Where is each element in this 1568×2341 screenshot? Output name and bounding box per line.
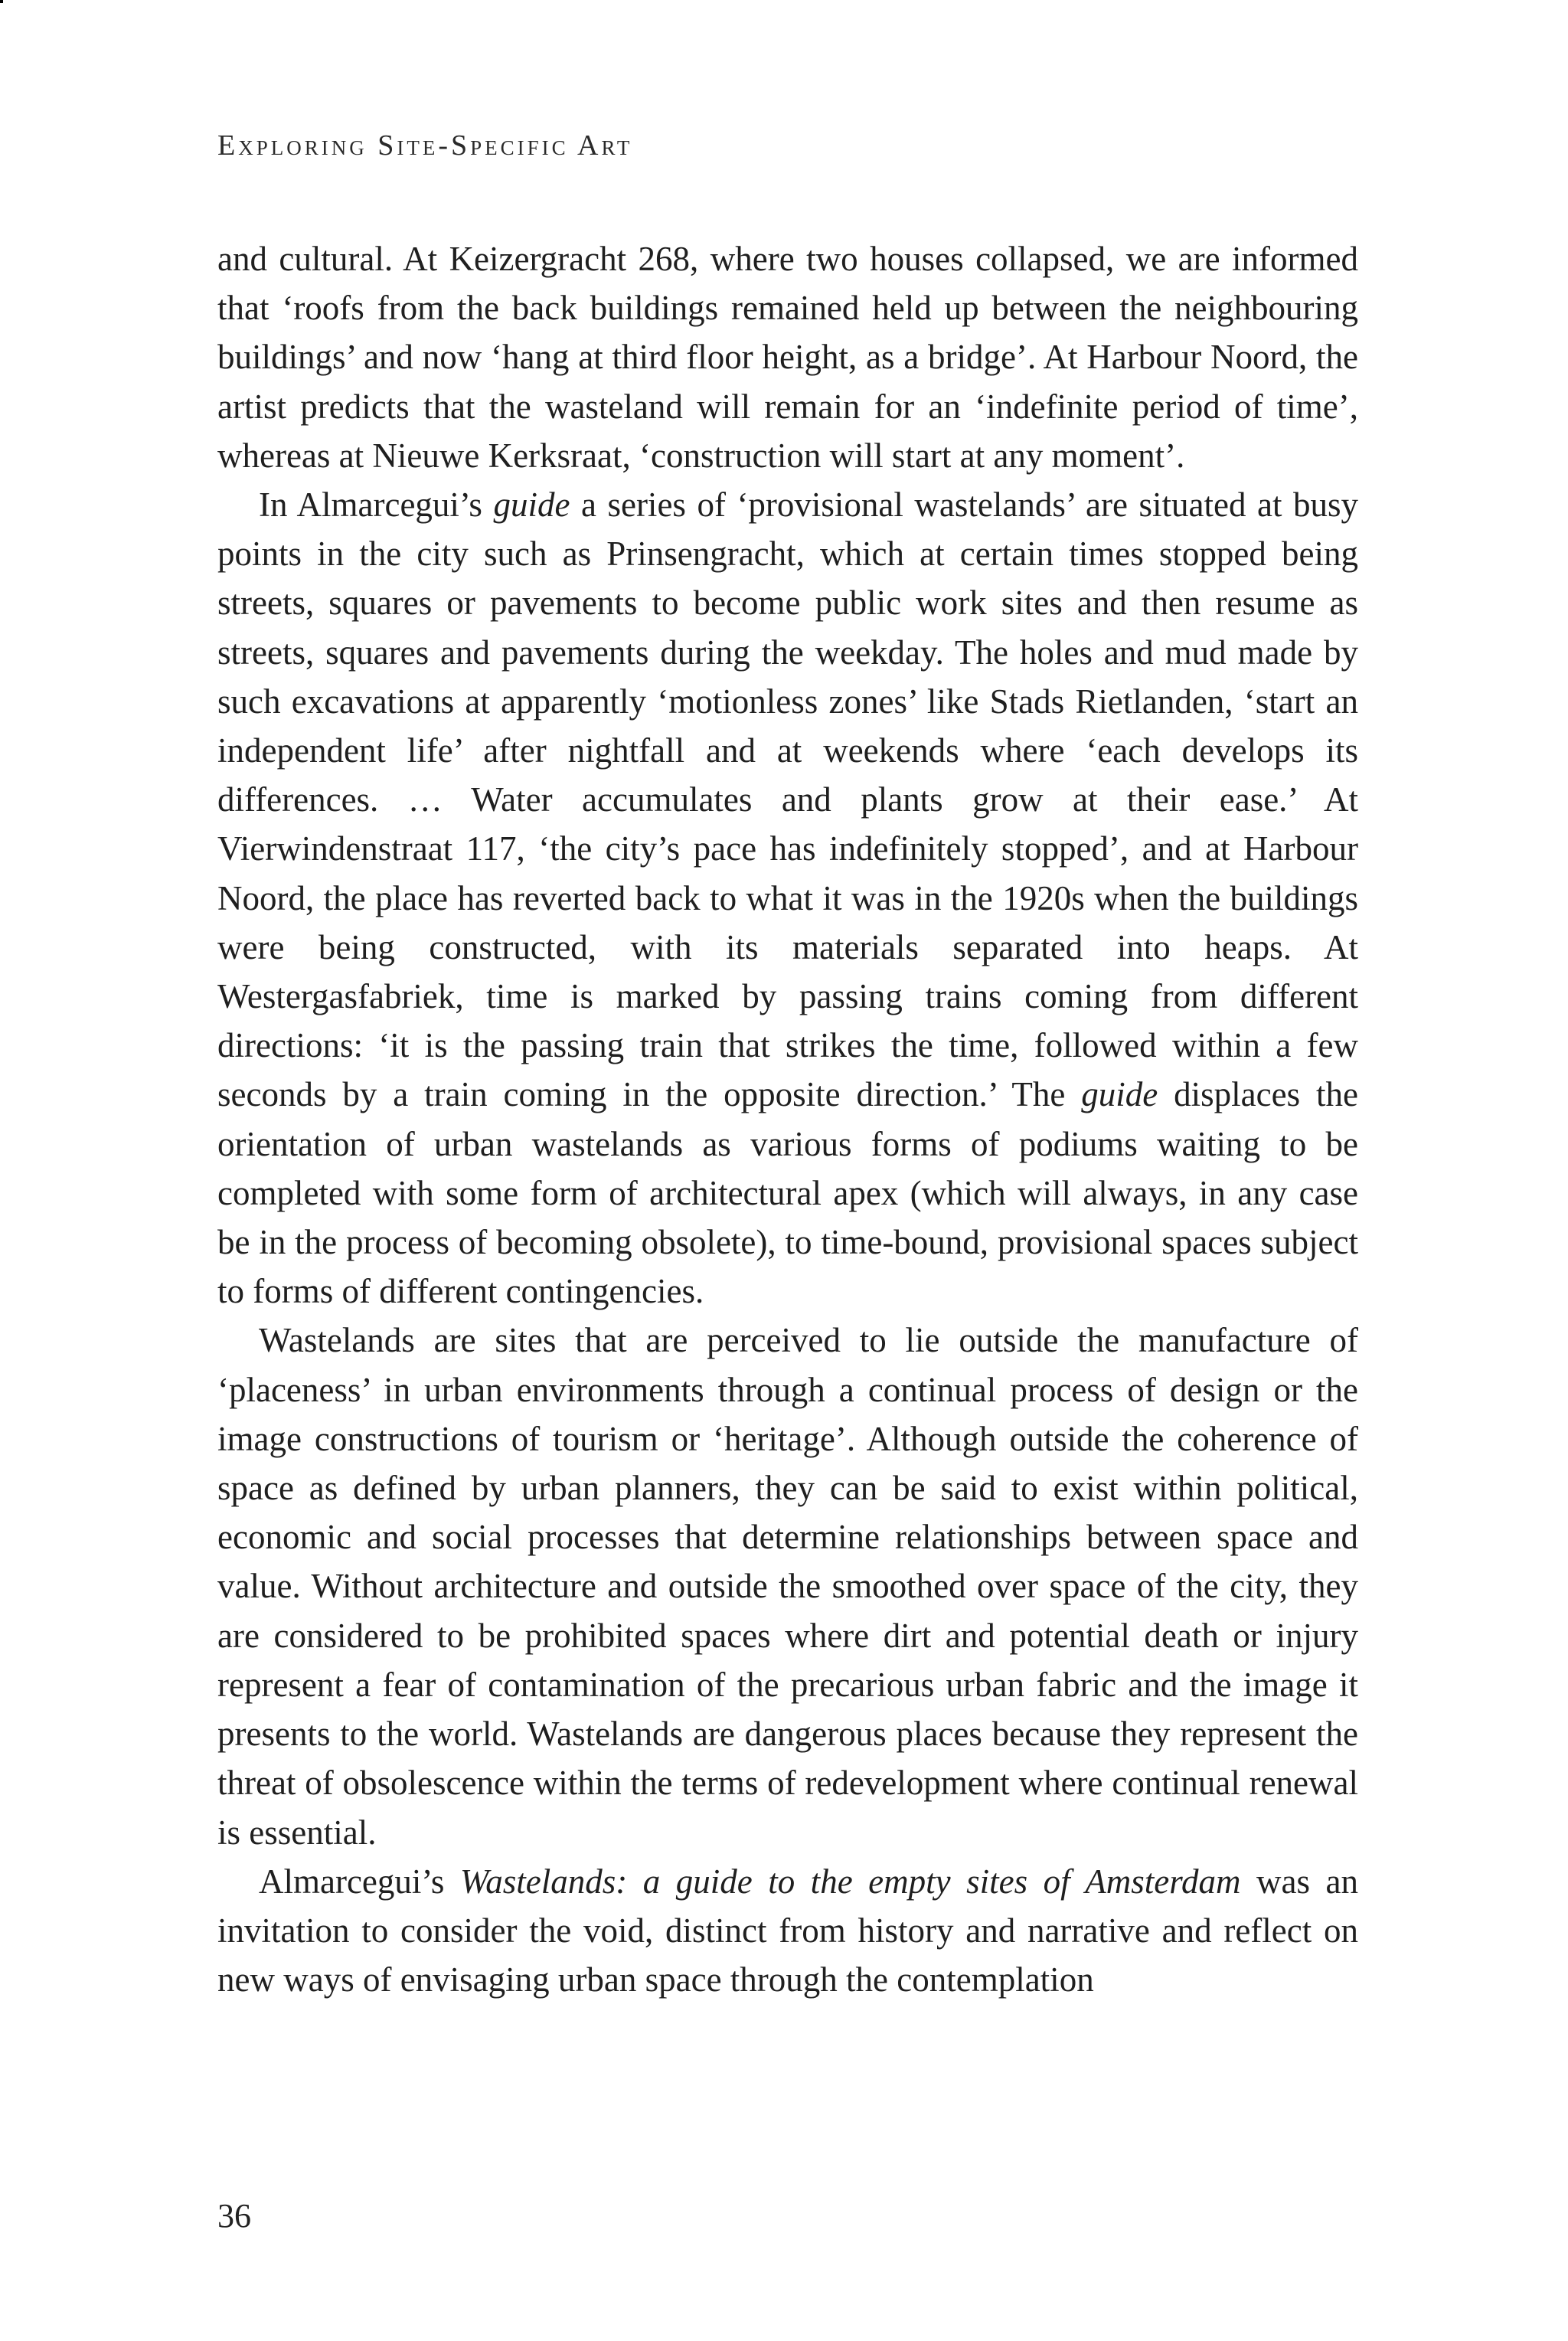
text-segment: displaces the orientation of urban wastelands as various forms of podiums waiting to be completed with some form of architectural apex (which will always, in any case be in the process of becoming obsolete), to time-bound, provisional spaces subject to forms of different contingencies. [217, 1075, 1358, 1311]
italic-title: Wastelands: a guide to the empty sites of Amsterdam [459, 1862, 1241, 1901]
paragraph [217, 1857, 1358, 2005]
text-segment: and cultural. At Keizergracht 268, where two houses collapsed, we are informed that ‘roofs from the back buildings remained held up between the neighbouring buildings’ and now ‘hang at third floor height, as a bridge’. At Harbour Noord, the artist predicts that the wasteland will remain for an ‘indefinite period of time’, whereas at Nieuwe Kerksraat, ‘construction will start at any moment’. [217, 240, 1358, 475]
text-segment: Almarcegui’s [259, 1862, 460, 1901]
paragraph [217, 1316, 1358, 1856]
body-text [217, 234, 1358, 2004]
paragraph [217, 234, 1358, 480]
page-number: 36 [217, 2197, 251, 2235]
scan-corner-mark [0, 0, 3, 3]
text-segment: was an invitation to consider the void, distinct from history and narrative and reflect on new ways of envisaging urban space through the contemplation [217, 1862, 1358, 1999]
text-segment: Wastelands are sites that are perceived to lie outside the manufacture of ‘placeness’ in urban environments through a continual process of design or the image constructions of tourism or ‘heritage’. Although outside the coherence of space as defined by urban planners, they can be said to exist within political, economic and social processes that determine relationships between space and value. Without architecture and outside the smoothed over space of the city, they are considered to be prohibited spaces where dirt and potential death or injury represent a fear of contamination of the precarious urban fabric and the image it presents to the world. Wastelands are dangerous places because they represent the threat of obsolescence within the terms of redevelopment where continual renewal is essential. [217, 1321, 1358, 1852]
text-segment: In Almarcegui’s [259, 486, 494, 525]
paragraph [217, 480, 1358, 1316]
italic-term: guide [1081, 1075, 1158, 1114]
running-header: Exploring Site-Specific Art [217, 129, 633, 162]
text-segment: a series of ‘provisional wastelands’ are situated at busy points in the city such as Prinsengracht, which at certain times stopped being streets, squares or pavements to become public work sites and then resume as streets, squares and pavements during the weekday. The holes and mud made by such excavations at apparently ‘motionless zones’ like Stads Rietlanden, ‘start an independent life’ after nightfall and at weekends where ‘each develops its differences. … Water accumulates and plants grow at their ease.’ At Vierwindenstraat 117, ‘the city’s pace has indefinitely stopped’, and at Harbour Noord, the place has reverted back to what it was in the 1920s when the buildings were being constructed, with its materials separated into heaps. At Westergasfabriek, time is marked by passing trains coming from different directions: ‘it is the passing train that strikes the time, followed within a few seconds by a train coming in the opposite direction.’ The [217, 486, 1358, 1114]
italic-term: guide [493, 486, 570, 525]
